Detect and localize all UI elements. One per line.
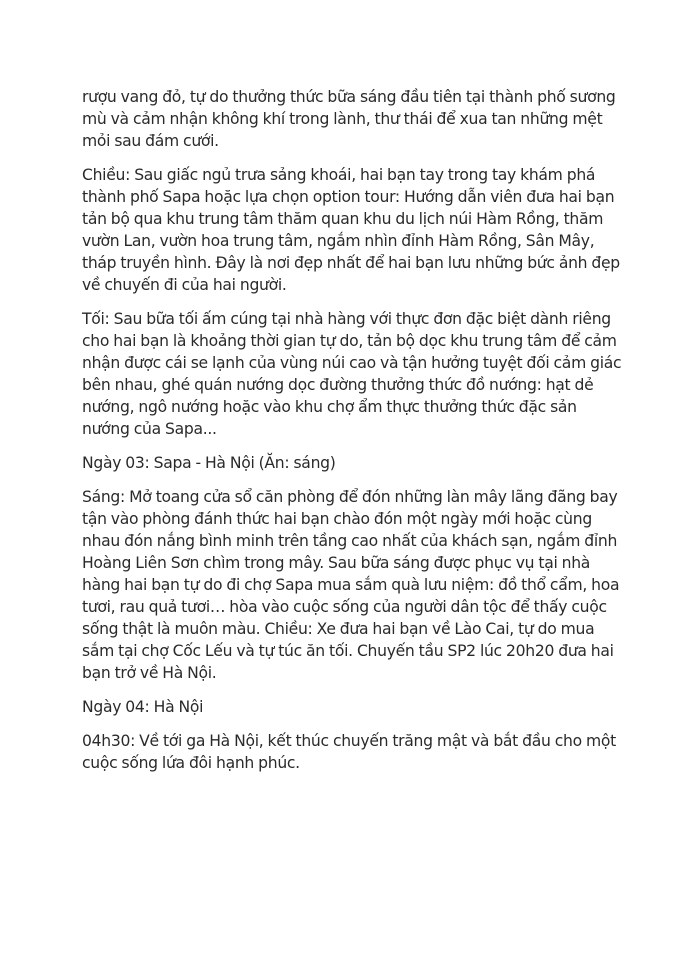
paragraph-day3: Sáng: Mở toang cửa sổ căn phòng để đón những làn mây lãng đãng bay tận vào phòng đánh thức hai bạn chào đón một ngày mới hoặc cùng nhau đón nắng bình minh trên tầng cao nhất của khách sạn, ngắm đỉnh Hoàng Liên Sơn chìm trong mây. Sau bữa sáng được phục vụ tại nhà hàng hai bạn tự do đi chợ Sapa mua sắm quà lưu niệm: đồ thổ cẩm, hoa tươi, rau quả tươi… hòa vào cuộc sống của người dân tộc để thấy cuộc sống thật là muôn màu. Chiều: Xe đưa hai bạn về Lào Cai, tự do mua sắm tại chợ Cốc Lếu và tự túc ăn tối. Chuyến tầu SP2 lúc 20h20 đưa hai bạn trở về Hà Nội. — [82, 488, 620, 682]
paragraph-day2-evening: Tối: Sau bữa tối ấm cúng tại nhà hàng với thực đơn đặc biệt dành riêng cho hai bạn là khoảng thời gian tự do, tản bộ dọc khu trung tâm để cảm nhận được cái se lạnh của vùng núi cao và tận hưởng tuyệt đối cảm giác bên nhau, ghé quán nướng dọc đường thưởng thức đồ nướng: hạt dẻ nướng, ngô nướng hoặc vào khu chợ ẩm thực thưởng thức đặc sản nướng của Sapa... — [82, 310, 622, 438]
paragraph-day4: 04h30: Về tới ga Hà Nội, kết thúc chuyến trăng mật và bắt đầu cho một cuộc sống lứa đôi hạnh phúc. — [82, 732, 616, 772]
paragraph-day2-afternoon: Chiều: Sau giấc ngủ trưa sảng khoái, hai bạn tay trong tay khám phá thành phố Sapa hoặc lựa chọn option tour: Hướng dẫn viên đưa hai bạn tản bộ qua khu trung tâm thăm quan khu du lịch núi Hàm Rồng, thăm vườn Lan, vườn hoa trung tâm, ngắm nhìn đỉnh Hàm Rồng, Sân Mây, tháp truyền hình. Đây là nơi đẹp nhất để hai bạn lưu những bức ảnh đẹp về chuyến đi của hai người. — [82, 166, 620, 294]
heading-day3: Ngày 03: Sapa - Hà Nội (Ăn: sáng) — [82, 454, 336, 472]
paragraph-day2-morning-end: rượu vang đỏ, tự do thưởng thức bữa sáng đầu tiên tại thành phố sương mù và cảm nhận không khí trong lành, thư thái để xua tan những mệt mỏi sau đám cưới. — [82, 88, 616, 150]
document-body — [82, 86, 622, 786]
heading-day4: Ngày 04: Hà Nội — [82, 698, 204, 716]
